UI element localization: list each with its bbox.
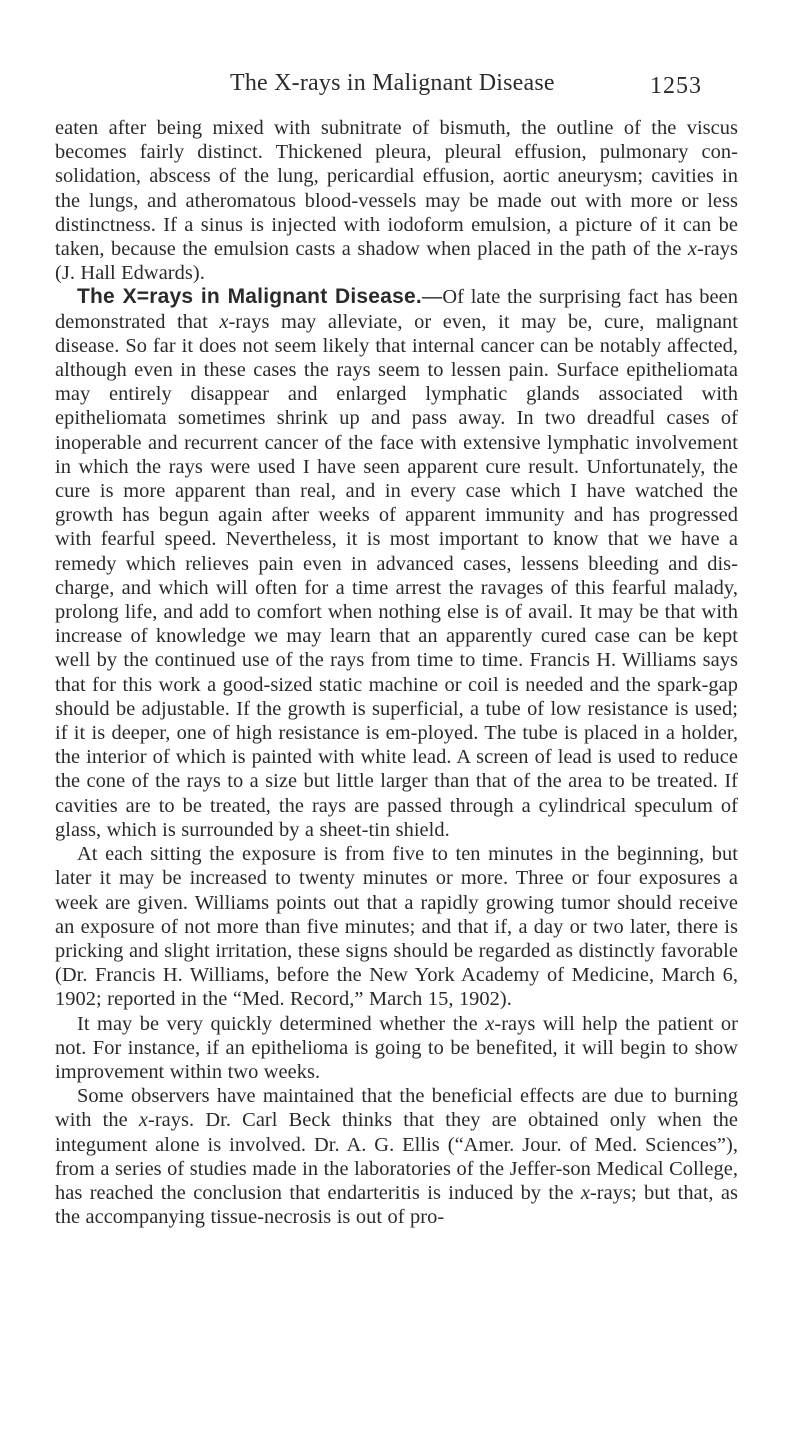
text-run: Of late the surprising fact has been demonstrated that [55, 286, 738, 333]
paragraph [55, 116, 738, 285]
text-run: eaten after being mixed with subnitrate of bismuth, the outline of the viscus becomes fairly distinct. Thickened pleura, pleural effusion, pulmonary con-solidation, abscess of the lung, pericardial effusion, aortic aneurysm; cavities in the lungs, and atheromatous blood-vessels may be made out with more or less distinctness. If a sinus is injected with iodoform emulsion, a picture of it can be taken, because the emulsion casts a shadow when placed in the path of the [55, 117, 738, 261]
italic-x: x [219, 310, 229, 333]
text-run: Some observers have maintained that the beneficial effects are due to burning with the [55, 1085, 738, 1132]
running-head: The X-rays in Malignant Disease [230, 70, 555, 96]
text-run: -rays will help the patient or not. For instance, if an epithelioma is going to be benefited, it will begin to show improvement within two weeks. [55, 1012, 739, 1083]
section-heading: The X=rays in Malignant Disease. [77, 285, 422, 309]
text-run: -rays. Dr. Carl Beck thinks that they are obtained only when the integument alone is involved. Dr. A. G. Ellis (“Amer. Jour. of Med. Sciences”), from a series of studies made in the laboratories of the Jeffer-son Medical College, has reached the conclusion that endarteritis is induced by the [55, 1109, 738, 1204]
text-run: -rays; but that, as the accompanying tissue-necrosis is out of pro- [55, 1181, 739, 1229]
text-run: -rays (J. Hall Edwards). [55, 238, 738, 285]
paragraph-section [55, 285, 738, 842]
italic-x: x [485, 1012, 495, 1035]
paragraph [55, 842, 738, 1011]
paragraph [55, 1084, 738, 1229]
em-dash: — [421, 286, 443, 309]
italic-x: x [580, 1181, 590, 1204]
text-run: At each sitting the exposure is from five to ten minutes in the beginning, but later it may be increased to twenty minutes or more. Three or four exposures a week are given. Williams points out that a rapidly growing tumor should receive an exposure of not more than five minutes; and that if, a day or two later, there is pricking and slight irritation, these signs should be regarded as distinctly favorable (Dr. Francis H. Williams, before the New York Academy of Medicine, March 6, 1902; reported in the “Med. Record,” March 15, 1902). [55, 843, 738, 1011]
body-text [55, 116, 738, 1229]
text-run: -rays may alleviate, or even, it may be, cure, malignant disease. So far it does not seem likely that internal cancer can be notably affected, although even in these cases the rays seem to lessen pain. Surface epitheliomata may entirely disappear and enlarged lymphatic glands associated with epitheliomata sometimes shrink up and pass away. In two dreadful cases of inoperable and recurrent cancer of the face with extensive lymphatic involvement in which the rays were used I have seen apparent cure result. Unfortunately, the cure is more apparent than real, and in every case which I have watched the growth has begun again after weeks of apparent immunity and has progressed with fearful speed. Nevertheless, it is most important to know that we have a remedy which relieves pain even in advanced cases, lessens bleeding and dis-charge, and which will often for a time arrest the ravages of this fearful malady, prolong life, and add to comfort when nothing else is of avail. It may be that with increase of knowledge we may learn that an apparently cured case can be kept well by the continued use of the rays from time to time. Francis H. Williams says that for this work a good-sized static machine or coil is needed and the spark-gap should be adjustable. If the growth is superficial, a tube of low resistance is used; if it is deeper, one of high resistance is em-ployed. The tube is placed in a holder, the interior of which is painted with white lead. A screen of lead is used to reduce the cone of the rays to a size but little larger than that of the area to be treated. If cavities are to be treated, the rays are passed through a cylindrical speculum of glass, which is surrounded by a sheet-tin shield. [55, 310, 738, 841]
text-run: It may be very quickly determined whether the [77, 1012, 486, 1035]
italic-x: x [687, 238, 697, 261]
italic-x: x [138, 1109, 148, 1132]
paragraph [55, 1012, 738, 1085]
page-number: 1253 [650, 73, 702, 99]
